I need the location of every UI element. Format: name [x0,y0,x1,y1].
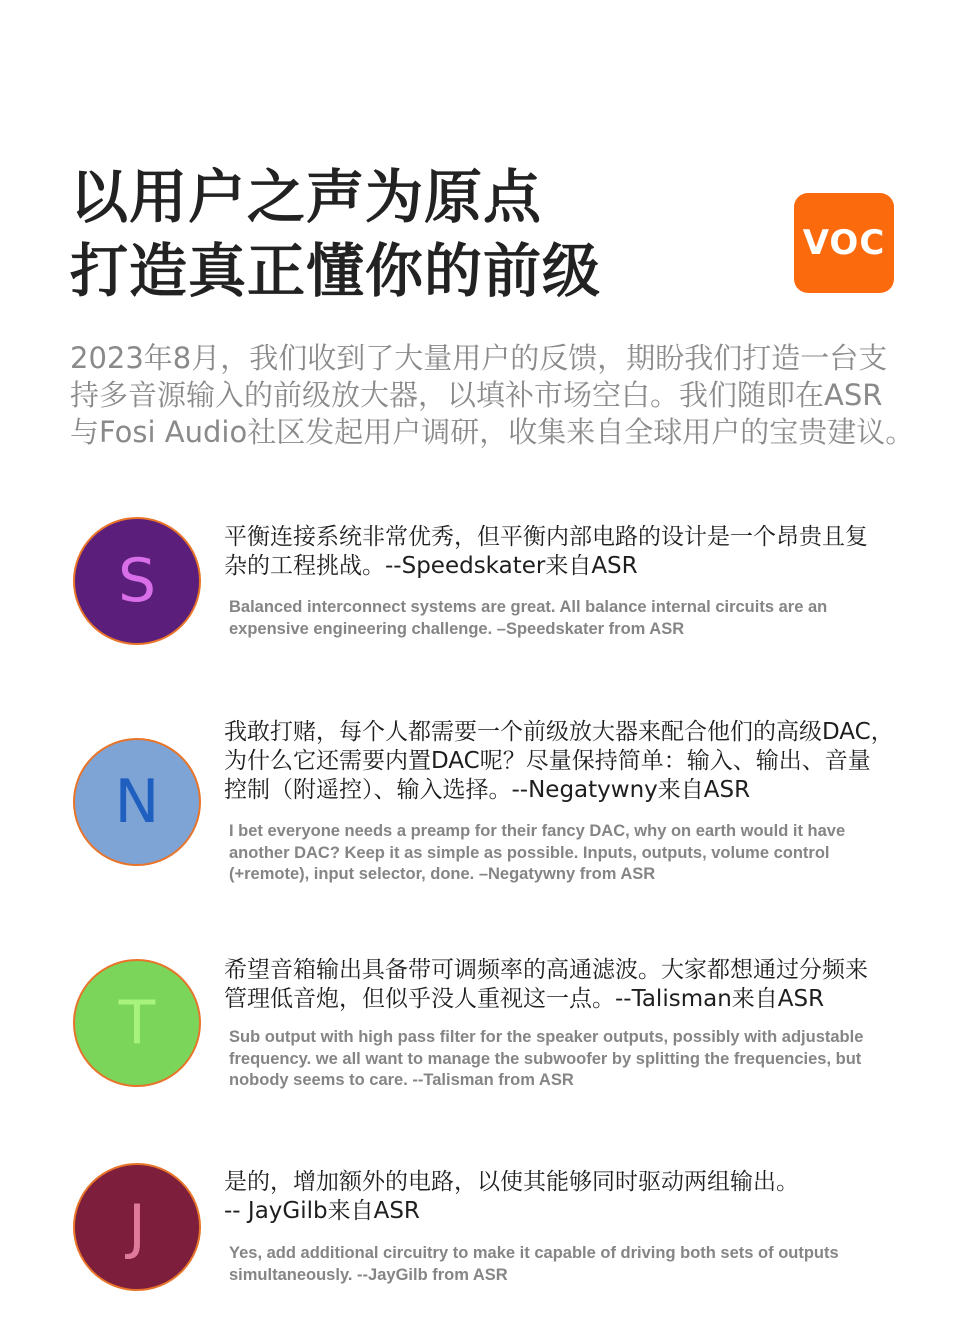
quote-cn-line: 管理低音炮，但似乎没人重视这一点。--Talisman来自ASR [224,986,825,1012]
voc-badge: VOC [794,193,894,293]
quote-cn-line: -- JayGilb来自ASR [224,1198,420,1224]
quote-cn-line: 平衡连接系统非常优秀，但平衡内部电路的设计是一个昂贵且复 [224,524,868,550]
quote-en-line: Balanced interconnect systems are great. All balance internal circuits are an [229,598,828,616]
intro-line-3: 与Fosi Audio社区发起用户调研，收集来自全球用户的宝贵建议。 [70,415,915,449]
avatar [73,959,201,1087]
quote-en-line: (+remote), input selector, done. –Negatywny from ASR [229,865,656,883]
quote-text-en [229,1027,929,1092]
quote-en-line: expensive engineering challenge. –Speedskater from ASR [229,619,685,638]
quote-text-cn [224,523,944,581]
quote-en-line: Yes, add additional circuitry to make it capable of driving both sets of outputs [229,1244,839,1262]
quote-cn-line: 我敢打赌，每个人都需要一个前级放大器来配合他们的高级DAC， [224,719,894,745]
quote-text-en [229,597,929,640]
avatar-initial: J [128,1192,146,1262]
quote-text-cn [224,956,944,1014]
quote-text-en [229,821,929,886]
headline-line-1: 以用户之声为原点 [70,163,543,231]
avatar [73,738,201,866]
quote-cn-line: 控制（附遥控）、输入选择。--Negatywny来自ASR [224,777,751,803]
quote-cn-line: 为什么它还需要内置DAC呢？尽量保持简单：输入、输出、音量 [224,748,871,774]
quote-en-line: another DAC? Keep it as simple as possible. Inputs, outputs, volume control [229,843,830,862]
avatar-initial: S [117,546,157,616]
headline-line-2: 打造真正懂你的前级 [70,237,602,305]
avatar-initial: T [118,988,156,1058]
headline [70,160,770,308]
quote-en-line: frequency. we all want to manage the subwoofer by splitting the frequencies, but [229,1049,862,1068]
quote-en-line: Sub output with high pass filter for the speaker outputs, possibly with adjustable [229,1028,864,1046]
quote-cn-line: 希望音箱输出具备带可调频率的高通滤波。大家都想通过分频来 [224,957,868,983]
avatar-initial: N [114,767,160,837]
intro-line-2: 持多音源输入的前级放大器，以填补市场空白。我们随即在ASR [70,378,883,412]
avatar [73,517,201,645]
quote-text-cn [224,718,944,805]
quote-text-cn [224,1168,944,1226]
avatar [73,1163,201,1291]
quote-text-en [229,1243,929,1286]
quote-cn-line: 是的，增加额外的电路，以使其能够同时驱动两组输出。 [224,1169,799,1195]
quote-cn-line: 杂的工程挑战。--Speedskater来自ASR [224,553,638,579]
quote-en-line: nobody seems to care. --Talisman from ASR [229,1071,574,1089]
intro-paragraph [70,340,950,451]
intro-line-1: 2023年8月，我们收到了大量用户的反馈，期盼我们打造一台支 [70,341,888,375]
quote-en-line: I bet everyone needs a preamp for their fancy DAC, why on earth would it have [229,822,846,840]
quote-en-line: simultaneously. --JayGilb from ASR [229,1265,508,1284]
